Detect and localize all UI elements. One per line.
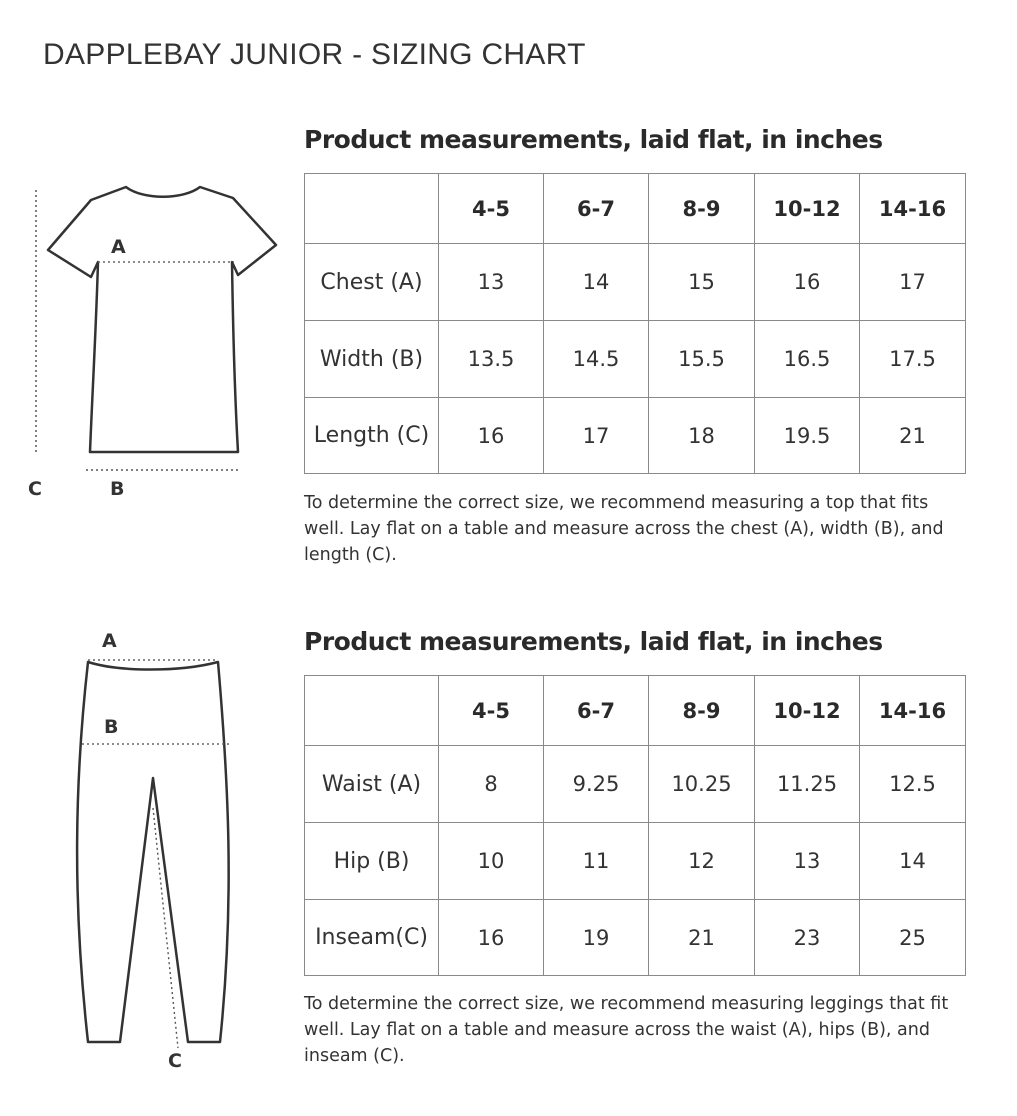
table-cell: 14: [860, 823, 966, 900]
row-label: Width (B): [305, 321, 439, 398]
row-label: Hip (B): [305, 823, 439, 900]
table-header-row: [305, 174, 966, 244]
table-cell: 19: [544, 900, 649, 976]
table-cell: 13.5: [439, 321, 544, 398]
table-row: [305, 244, 966, 321]
size-header: 6-7: [544, 676, 649, 746]
table-cell: 17: [544, 398, 649, 474]
table-cell: 15: [649, 244, 755, 321]
table-cell: 8: [439, 746, 544, 823]
table-cell: 12: [649, 823, 755, 900]
size-header: 14-16: [860, 174, 966, 244]
table-cell: 17.5: [860, 321, 966, 398]
row-label: Chest (A): [305, 244, 439, 321]
table-cell: 23: [755, 900, 860, 976]
table-corner-cell: [305, 676, 439, 746]
table-cell: 25: [860, 900, 966, 976]
table-cell: 10.25: [649, 746, 755, 823]
tshirt-label-b: B: [110, 478, 125, 500]
size-header: 10-12: [755, 676, 860, 746]
table-cell: 18: [649, 398, 755, 474]
bottom-size-table: [304, 675, 966, 976]
bottom-section-heading: Product measurements, laid flat, in inches: [304, 627, 883, 656]
table-cell: 16.5: [755, 321, 860, 398]
table-cell: 13: [755, 823, 860, 900]
size-header: 10-12: [755, 174, 860, 244]
table-row: [305, 823, 966, 900]
table-cell: 12.5: [860, 746, 966, 823]
top-section-heading: Product measurements, laid flat, in inches: [304, 125, 883, 154]
row-label: Length (C): [305, 398, 439, 474]
table-corner-cell: [305, 174, 439, 244]
leggings-diagram: [60, 628, 260, 1078]
table-cell: 19.5: [755, 398, 860, 474]
table-cell: 16: [439, 900, 544, 976]
table-header-row: [305, 676, 966, 746]
leggings-label-b: B: [104, 716, 119, 738]
table-cell: 14.5: [544, 321, 649, 398]
table-cell: 13: [439, 244, 544, 321]
table-cell: 16: [439, 398, 544, 474]
table-cell: 14: [544, 244, 649, 321]
row-label: Waist (A): [305, 746, 439, 823]
leggings-illustration: [60, 628, 260, 1078]
size-header: 8-9: [649, 676, 755, 746]
table-row: [305, 398, 966, 474]
table-cell: 21: [649, 900, 755, 976]
tshirt-label-c: C: [28, 478, 42, 500]
size-header: 6-7: [544, 174, 649, 244]
size-header: 4-5: [439, 676, 544, 746]
row-label: Inseam(C): [305, 900, 439, 976]
table-row: [305, 746, 966, 823]
leggings-label-a: A: [102, 630, 117, 652]
table-cell: 9.25: [544, 746, 649, 823]
table-cell: 11: [544, 823, 649, 900]
top-size-table: [304, 173, 966, 474]
bottom-measuring-note: To determine the correct size, we recommend measuring leggings that fit well. Lay flat on a table and measure across the waist (A), hips (B), and inseam (C).: [304, 994, 949, 1066]
table-cell: 16: [755, 244, 860, 321]
table-row: [305, 900, 966, 976]
table-cell: 21: [860, 398, 966, 474]
tshirt-illustration: [28, 180, 283, 500]
tshirt-diagram: [28, 180, 283, 500]
table-row: [305, 321, 966, 398]
size-header: 4-5: [439, 174, 544, 244]
page-title: DAPPLEBAY JUNIOR - SIZING CHART: [43, 38, 586, 71]
table-cell: 10: [439, 823, 544, 900]
size-header: 14-16: [860, 676, 966, 746]
leggings-label-c: C: [168, 1050, 182, 1072]
top-measuring-note: To determine the correct size, we recommend measuring a top that fits well. Lay flat on a table and measure across the chest (A), width (B), and length (C).: [304, 493, 944, 565]
table-cell: 17: [860, 244, 966, 321]
tshirt-label-a: A: [111, 236, 126, 258]
table-cell: 15.5: [649, 321, 755, 398]
table-cell: 11.25: [755, 746, 860, 823]
size-header: 8-9: [649, 174, 755, 244]
